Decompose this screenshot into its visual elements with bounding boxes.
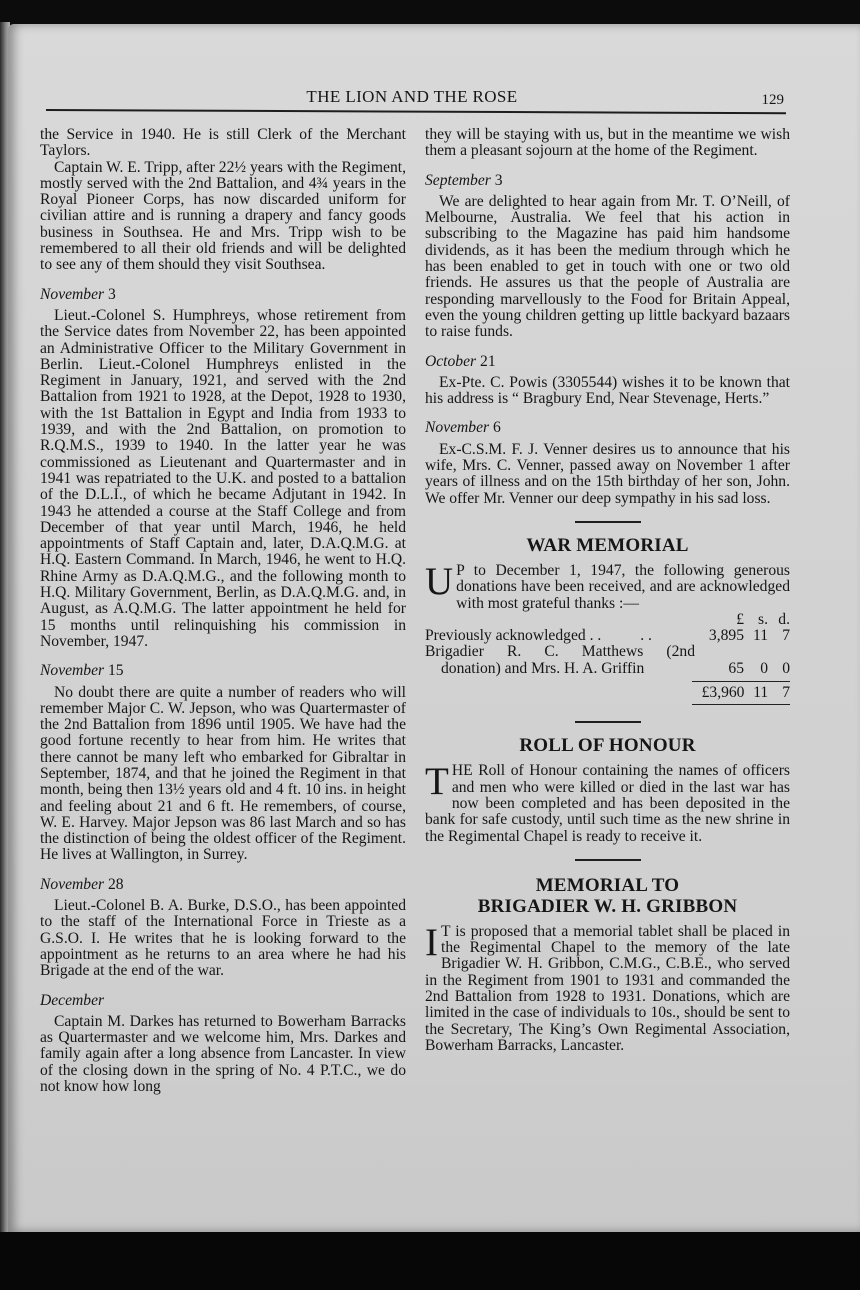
entry-paragraph: Lieut.-Colonel B. A. Burke, D.S.O., has been appointed to the staff of the International Force in Trieste as a G.S.O. I. He writes that he is looking forward to the appointment as he returns to an area where he had his Brigade at the end of the war. xyxy=(40,897,406,980)
donation-row xyxy=(425,644,790,677)
dateline-day: 28 xyxy=(108,875,124,893)
entry-paragraph: Ex-C.S.M. F. J. Venner desires us to announce that his wife, Mrs. C. Venner, passed away on November 1 after years of illness and on the 15th birthday of her son, John. We offer Mr. Venner our deep sympathy in his sad loss. xyxy=(425,440,790,507)
dateline xyxy=(425,354,790,370)
section-divider xyxy=(575,721,641,723)
intro-text: P to December 1, 1947, the following generous donations have been received, and are acknowledged with most grateful thanks :— xyxy=(456,561,790,612)
title-line: MEMORIAL TO xyxy=(535,874,680,896)
dateline-month: November xyxy=(40,662,105,680)
entry-paragraph: Captain M. Darkes has returned to Bowerham Barracks as Quartermaster and we welcome him, Mrs. Darkes and family again after a long absence from Lancaster. In view of the closing down in the spring of No. 4 P.T.C., we do not know how long xyxy=(40,1012,406,1096)
dateline-month: December xyxy=(40,991,105,1009)
dateline xyxy=(40,287,406,303)
dateline xyxy=(40,663,406,679)
dateline-month: October xyxy=(425,352,477,370)
background-frame xyxy=(0,1232,860,1290)
dateline-month: November xyxy=(425,419,490,437)
dateline-day: 15 xyxy=(108,662,124,680)
drop-cap: I xyxy=(425,920,438,964)
donation-label: Previously acknowledged . . . . xyxy=(425,627,652,645)
dateline-day: 3 xyxy=(108,285,116,303)
gribbon-memorial-text xyxy=(425,920,790,1054)
section-title: WAR MEMORIAL xyxy=(526,534,689,556)
dateline-day: 21 xyxy=(480,352,496,370)
drop-cap: T xyxy=(425,760,449,804)
donation-label: Brigadier R. C. Matthews (2nd xyxy=(425,643,695,661)
entry-paragraph: Lieut.-Colonel S. Humphreys, whose retirement from the Service dates from November 22, has been appointed an Administrative Officer to the Military Government in Berlin. Lieut.-Colonel Humphreys enlisted in the Regiment in January, 1921, and served with the 2nd Battalion from 1921 to 1928, at the Depot, 1928 to 1930, with the 1st Battalion in Egypt and India from 1933 to 1939, and with the 2nd Battalion, on promotion to R.Q.M.S., 1939 to 1940. In the latter year he was commissioned as Lieutenant and Quartermaster and in 1941 was repatriated to the U.K. and posted to a battalion of the D.L.I., of which he became Adjutant in 1942. In 1943 he attended a course at the Staff College and from December of that year until March, 1946, he held appointments of Staff Captain and, later, D.A.Q.M.G. at H.Q. Eastern Command. In March, 1946, he went to H.Q. Rhine Army as D.A.Q.M.G., and the following month to H.Q. Military Government, Berlin, as D.A.Q.M.G. and, in August, as A.Q.M.G. The latter appointment he held for 15 months until relinquishing his commission in November, 1947. xyxy=(40,306,406,650)
amount-shillings: 11 xyxy=(752,627,768,645)
page-number: 129 xyxy=(761,92,784,108)
entry-paragraph: Ex-Pte. C. Powis (3305544) wishes it to be known that his address is “ Bragbury End, Near Stevenage, Herts.” xyxy=(425,373,790,408)
entry-paragraph: We are delighted to hear again from Mr. T. O’Neill, of Melbourne, Australia. We feel that his action in subscribing to the Magazine has paid him handsome dividends, as it has been the medium through which he has been enabled to get in touch with one or two old friends. He assures us that the people of Australia are responding marvellously to the Food for Britain Appeal, even the young children getting up little backyard bazaars to raise funds. xyxy=(425,192,790,341)
donation-total-row xyxy=(425,685,790,701)
amount-pounds: 3,895 xyxy=(708,627,744,645)
left-column xyxy=(40,127,406,1095)
roll-of-honour-text xyxy=(425,760,790,845)
war-memorial-section xyxy=(425,535,790,705)
dateline xyxy=(40,877,406,893)
body-text: T is proposed that a memorial tablet shall be placed in the Regimental Chapel to the memory of the late Brigadier W. H. Gribbon, C.M.G., C.B.E., who served in the Regiment from 1901 to 1931 and commanded the 2nd Battalion from 1928 to 1931. Donations, which are limited in the case of individuals to 10s., should be sent to the Secretary, The King’s Own Regimental Association, Bowerham Barracks, Lancaster. xyxy=(425,922,790,1054)
entry-paragraph: No doubt there are quite a number of readers who will remember Major C. W. Jepson, who was Quartermaster of the 2nd Battalion from 1896 until 1905. We have had the good fortune recently to hear from him. He writes that there cannot be many left who embarked for Gibraltar in September, 1874, and that he joined the Regiment in that month, being then 13½ years old and 4 ft. 10 ins. in height and feeling about 21 and 6 ft. He remembers, of course, W. E. Harvey. Major Jepson was 86 last March and so has the distinction of being the oldest officer of the Regiment. He lives at Wallington, in Surrey. xyxy=(40,683,406,864)
section-divider xyxy=(575,521,641,523)
total-pence: 7 xyxy=(782,684,790,702)
section-divider xyxy=(575,859,641,861)
section-title xyxy=(425,875,790,917)
section-title: ROLL OF HONOUR xyxy=(519,735,696,757)
body-text: HE Roll of Honour containing the names of officers and men who were killed or died in the last war has now been completed and has been deposited in the bank for safe custody, until such time as the new shrine in the Regimental Chapel is ready to receive it. xyxy=(425,762,790,845)
dateline xyxy=(40,993,406,1009)
right-column xyxy=(425,127,790,1054)
total-shillings: 11 xyxy=(753,684,769,702)
publication-title: THE LION AND THE ROSE xyxy=(306,87,518,106)
gribbon-memorial-section xyxy=(425,875,790,1054)
col-shillings: s. xyxy=(758,610,768,628)
donation-row xyxy=(425,628,790,644)
dateline-month: September xyxy=(425,171,491,189)
dateline xyxy=(425,420,790,436)
continued-paragraph: the Service in 1940. He is still Clerk of the Merchant Taylors. xyxy=(40,126,406,160)
total-rule xyxy=(692,704,790,705)
donations-header-row xyxy=(425,612,790,628)
war-memorial-intro xyxy=(425,559,790,612)
dateline xyxy=(425,173,790,189)
paragraph-tripp: Captain W. E. Tripp, after 22½ years with the Regiment, mostly served with the 2nd Battalion, and 4¾ years in the Royal Pioneer Corps, has now discarded uniform for civilian attire and is running a drapery and fancy goods business in Southsea. He and Mrs. Tripp wish to be remembered to all their old friends and will be delighted to see any of them should they visit Southsea. xyxy=(40,158,406,274)
roll-of-honour-section xyxy=(425,735,790,844)
title-line: BRIGADIER W. H. GRIBBON xyxy=(477,895,738,917)
dateline-day: 3 xyxy=(494,171,503,189)
col-pence: d. xyxy=(778,610,790,628)
continued-paragraph: they will be staying with us, but in the meantime we wish them a pleasant sojourn at the home of the Regiment. xyxy=(425,126,790,160)
amount-shillings: 0 xyxy=(760,659,768,677)
drop-cap: U xyxy=(425,559,454,603)
sum-rule xyxy=(692,681,790,682)
amount-pence: 0 xyxy=(782,659,790,677)
donations-table xyxy=(425,612,790,705)
running-head xyxy=(40,86,784,110)
amount-pence: 7 xyxy=(782,627,790,645)
amount-pounds: 65 xyxy=(728,659,744,677)
dateline-month: November xyxy=(40,285,105,303)
donation-label-cont: donation) and Mrs. H. A. Griffin xyxy=(441,659,645,677)
col-pounds: £ xyxy=(736,610,744,628)
dateline-month: November xyxy=(40,875,105,893)
total-pounds: £3,960 xyxy=(701,684,745,702)
dateline-day: 6 xyxy=(493,419,501,437)
